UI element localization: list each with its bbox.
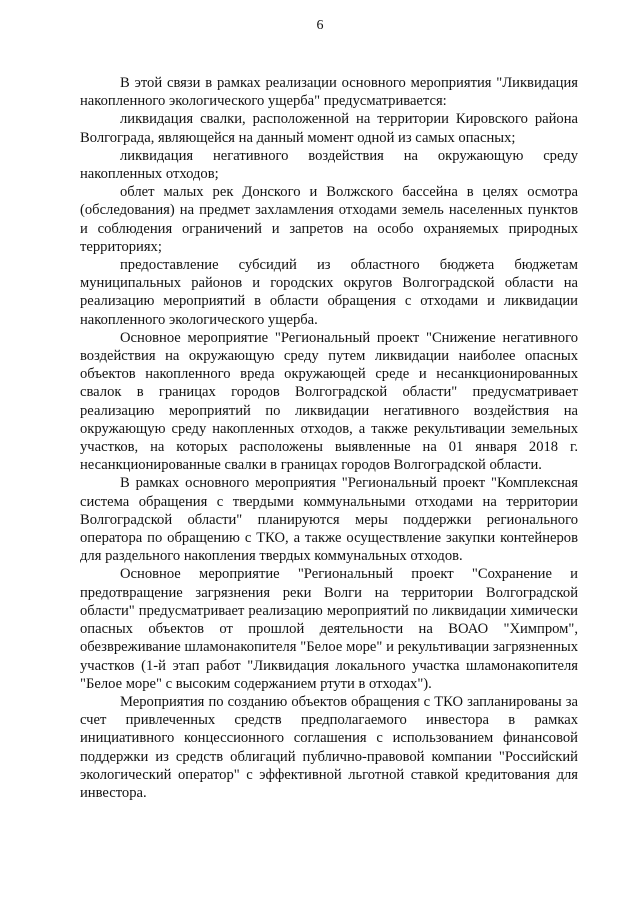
paragraph-regional-project-volga: Основное мероприятие "Региональный проект "Сохранение и предотвращение загрязнения реки Волги на территории Волгоградской области" предусматривает реализацию мероприятий по ликвидации химически опасных объектов от прошлой деятельности на ВОАО "Химпром", обезвреживание шламонакопителя "Белое море" и рекультивации загрязненных участков (1-й этап работ "Ликвидация локального участка шламонакопителя "Белое море" с высоким содержанием ртути в отходах"). — [80, 566, 578, 692]
paragraph-list-item-subsidies: предоставление субсидий из областного бюджета бюджетам муниципальных районов и городских округов Волгоградской области на реализацию мероприятий в области обращения с отходами и ликвидации накопленного экологического ущерба. — [80, 257, 578, 328]
paragraph-regional-project-reduction: Основное мероприятие "Региональный проект "Снижение негативного воздействия на окружающую среду путем ликвидации наиболее опасных объектов накопленного вреда окружающей среде и несанкционированных свалок в границах городов Волгоградской области" предусматривает реализацию мероприятий по ликвидации негативного воздействия на окружающую среду накопленных отходов, а также рекультивации земельных участков, на которых расположены выявленные на 01 января 2018 г. несанкционированные свалки в границах городов Волгоградской области. — [80, 329, 578, 474]
document-body — [80, 74, 578, 802]
paragraph-regional-project-waste-system: В рамках основного мероприятия "Региональный проект "Комплексная система обращения с твердыми коммунальными отходами на территории Волгоградской области" планируются меры поддержки регионального оператора по обращению с ТКО, а также осуществление закупки контейнеров для раздельного накопления твердых коммунальных отходов. — [80, 475, 578, 565]
page-number: 6 — [316, 18, 324, 33]
paragraph-list-item-river-flyover: облет малых рек Донского и Волжского бассейна в целях осмотра (обследования) на предмет захламления отходами земель населенных пунктов и соблюдения ограничений и запретов на особо охраняемых природных территориях; — [80, 184, 578, 255]
paragraph-list-item-negative-impact: ликвидация негативного воздействия на окружающую среду накопленных отходов; — [80, 147, 578, 183]
paragraph-investor-measures: Мероприятия по созданию объектов обращения с ТКО запланированы за счет привлеченных средств предполагаемого инвестора в рамках инициативного концессионного соглашения с использованием финансовой поддержки из средств облигаций публично-правовой компании "Российский экологический оператор" с эффективной льготной ставкой кредитования для инвестора. — [80, 693, 578, 801]
paragraph-list-item-landfill: ликвидация свалки, расположенной на территории Кировского района Волгограда, являющейся на данный момент одной из самых опасных; — [80, 111, 578, 146]
paragraph-intro: В этой связи в рамках реализации основного мероприятия "Ликвидация накопленного экологического ущерба" предусматривается: — [80, 75, 578, 110]
